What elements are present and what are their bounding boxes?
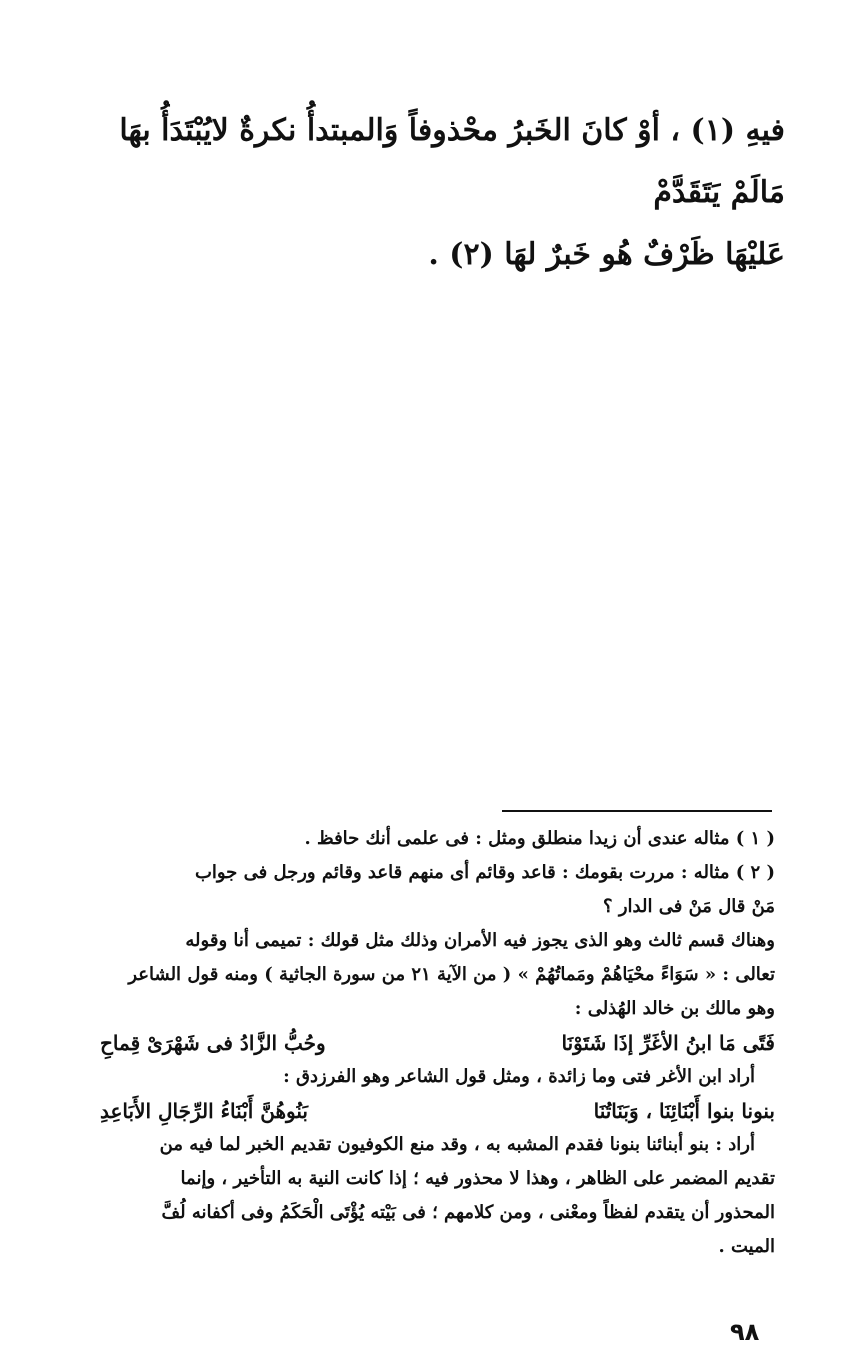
footnote-paragraph: أراد ابن الأغر فتى وما زائدة ، ومثل قول الشاعر وهو الفرزدق : [283,1066,755,1087]
footnote-paragraph: أراد : بنو أبنائنا بنونا فقدم المشبه به ، وقد منع الكوفيون تقديم الخبر لما فيه من [159,1134,755,1155]
footnote-paragraph: الميت . [718,1236,775,1257]
main-text-line: فيهِ (١) ، أوْ كانَ الخَبرُ محْذوفاً وَالمبتدأُ نكرةٌ لايُبْتَدَأُ بهَا مَالَمْ يَتَقَدَّمْ [119,113,785,210]
footnote-paragraph: تقديم المضمر على الظاهر ، وهذا لا محذور فيه ؛ إذا كانت النية به التأخير ، وإنما [180,1168,775,1189]
verse-first-hemistich: فَتًى مَا ابنُ الأغَرِّ إذَا شَتَوْنَا [561,1031,775,1055]
verse-first-hemistich: بنونا بنوا أَبْنَائِنَا ، وَبَنَاتُنَا [593,1099,775,1123]
footnote-paragraph: وهناك قسم ثالث وهو الذى يجوز فيه الأمران وذلك مثل قولك : تميمى أنا وقوله [185,930,775,951]
footnote-2: ( ٢ ) مثاله : مررت بقومك : قاعد وقائم أى منهم قاعد وقائم ورجل فى جواب [194,862,775,883]
main-text-block [95,100,785,286]
verse-second-hemistich: بَنُوهُنَّ أَبْنَاءُ الرِّجَالِ الأَبَاعِدِ [100,1099,308,1123]
poem-verse [100,1094,775,1128]
footnote-2-continued: مَنْ قال مَنْ فى الدار ؟ [603,896,775,917]
footnotes-block [100,822,775,1264]
page-number: ٩٨ [730,1318,760,1346]
footnote-paragraph: تعالى : « سَوَاءً محْيَاهُمْ ومَماتُهُمْ » ( من الآية ٢١ من سورة الجاثية ) ومنه قول الشاعر [128,964,775,985]
footnote-paragraph: وهو مالك بن خالد الهُذلى : [574,998,775,1019]
poem-verse [100,1026,775,1060]
main-text-line: عَليْهَا ظَرْفٌ هُو خَبرٌ لهَا (٢) . [428,237,785,272]
footnote-separator [502,810,772,812]
footnote-paragraph: المحذور أن يتقدم لفظاً ومعْنى ، ومن كلامهم ؛ فى بَيْته يُؤْتَى الْحَكَمُ وفى أكفانه لُفَّ [161,1202,775,1223]
verse-second-hemistich: وحُبُّ الزَّادُ فى شَهْرَىْ قِماحِ [100,1031,326,1055]
footnote-1: ( ١ ) مثاله عندى أن زيدا منطلق ومثل : فى علمى أنك حافظ . [304,828,775,849]
